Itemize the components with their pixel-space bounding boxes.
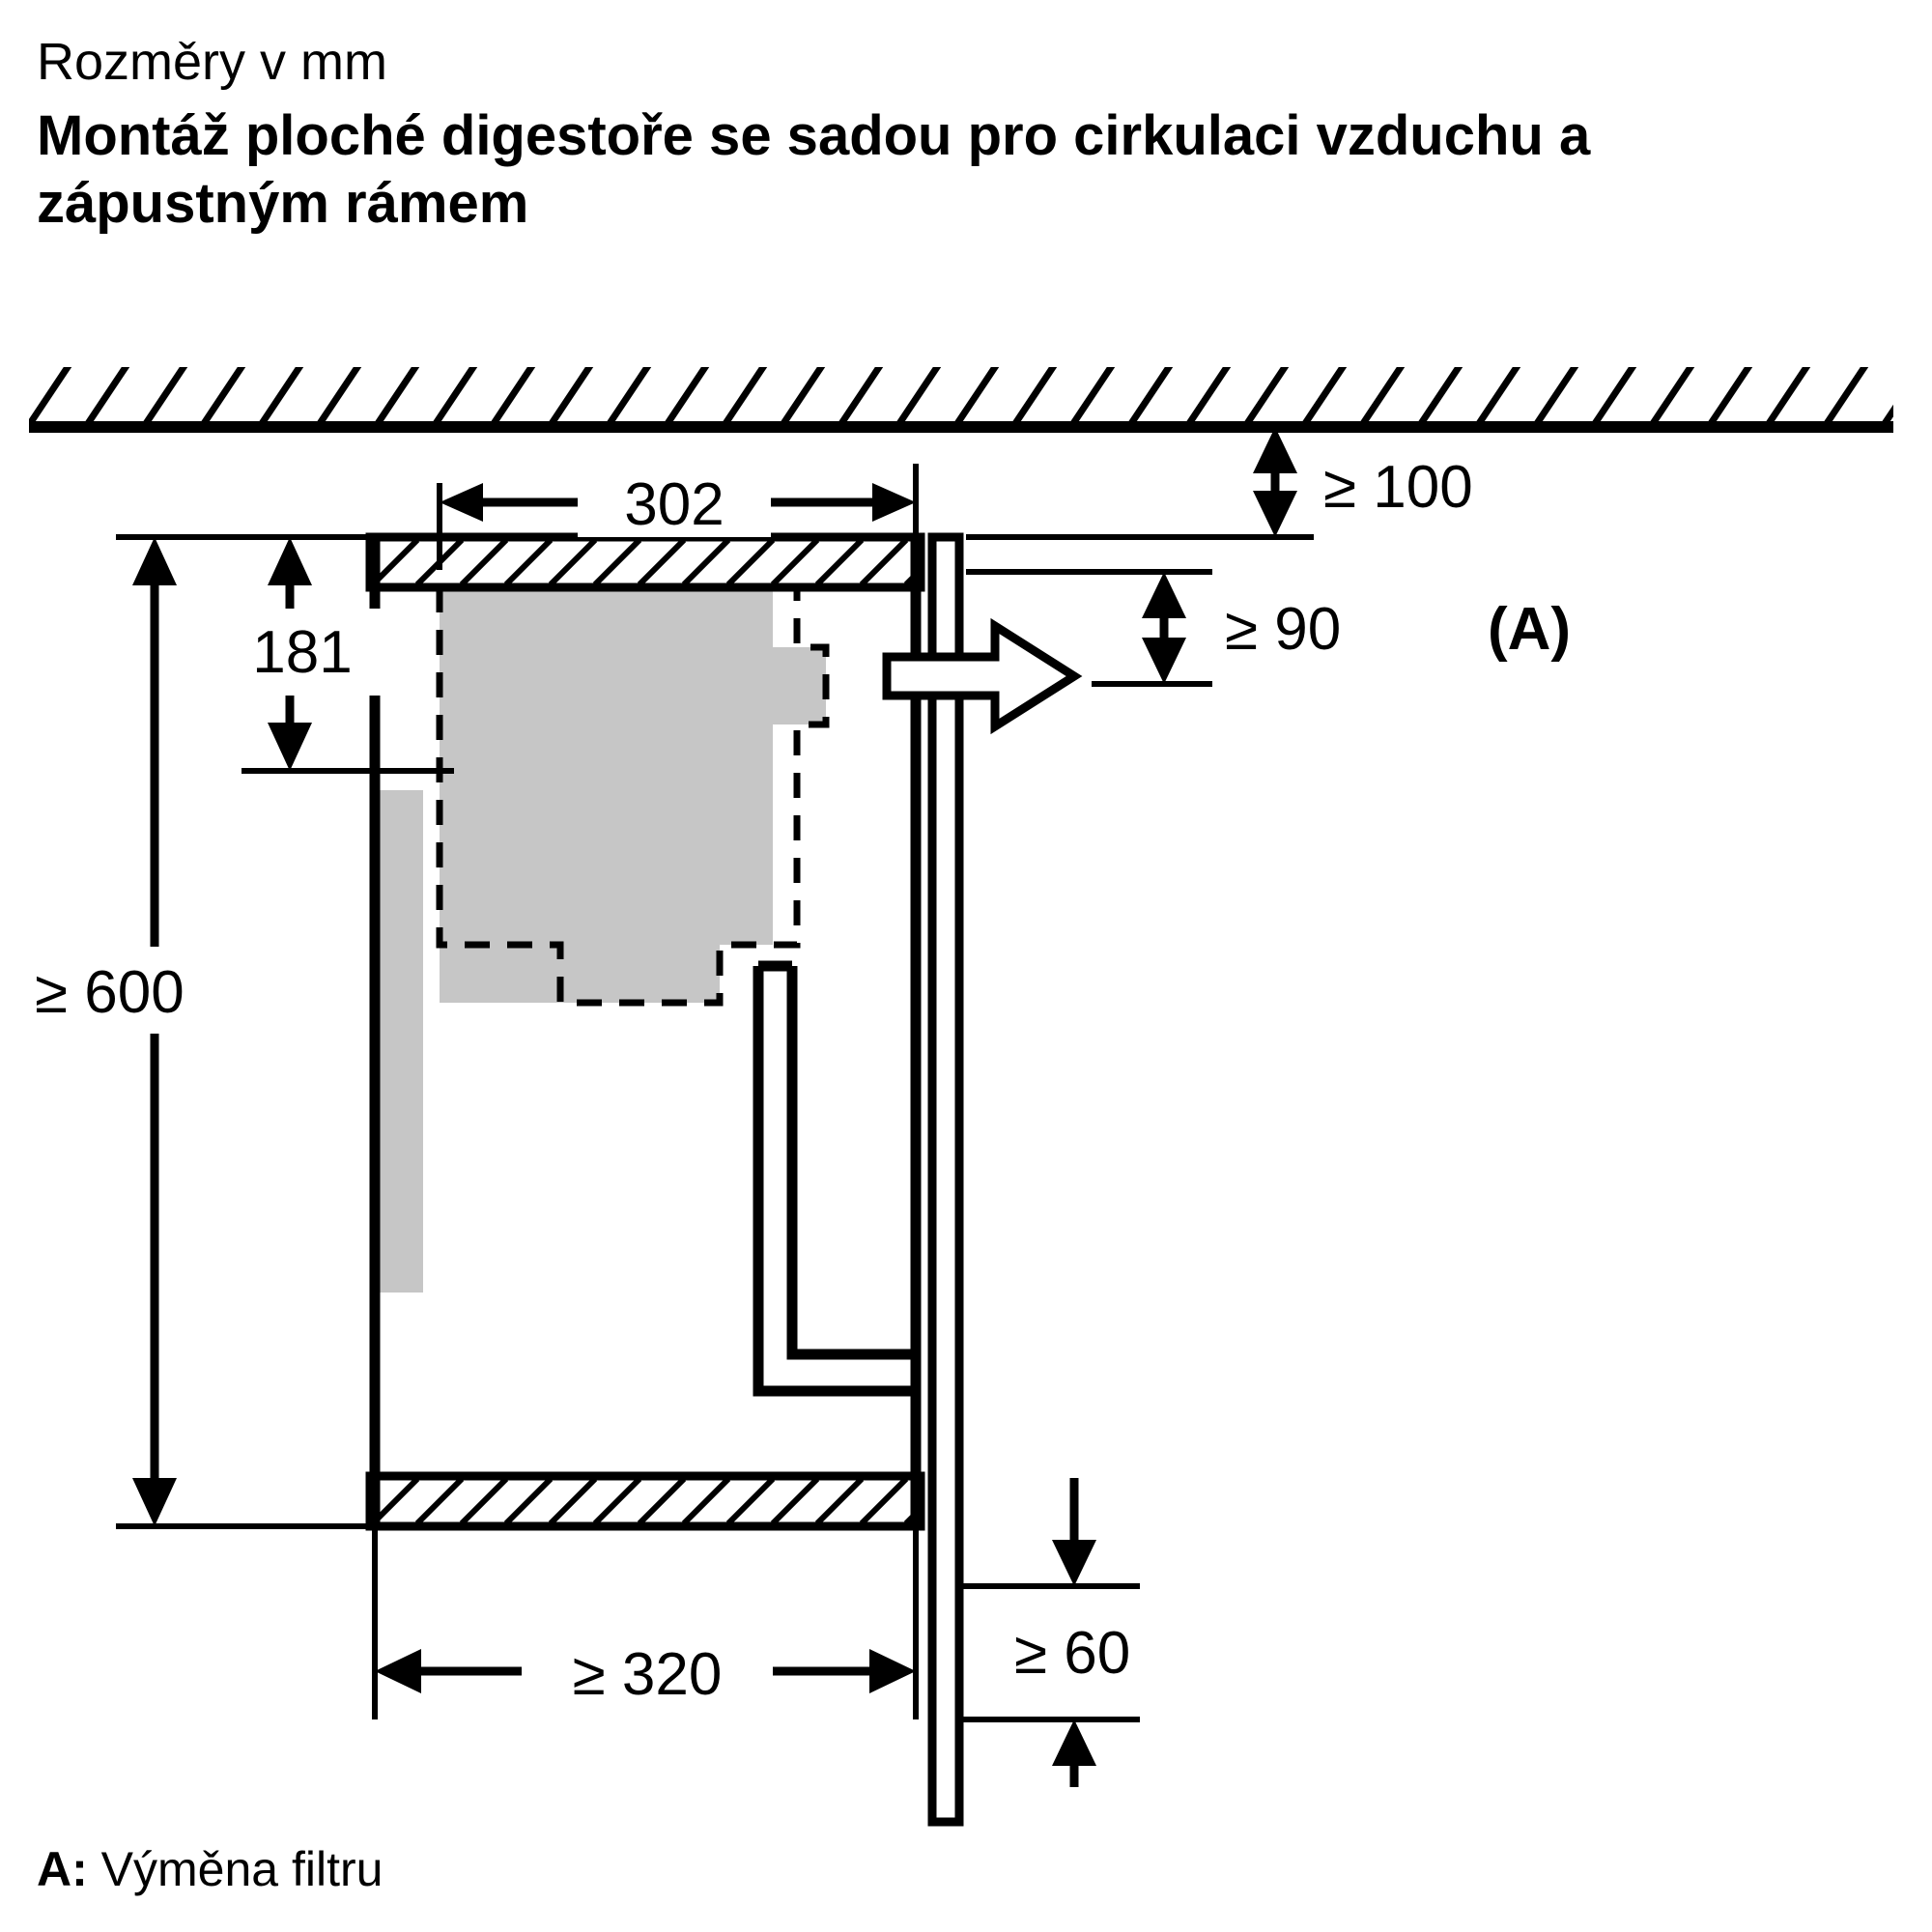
footnote-marker: A: (37, 1842, 88, 1896)
dimension-min-60 (959, 1478, 1140, 1787)
dimension-min-60-label: ≥ 60 (1014, 1620, 1131, 1687)
dimension-min-100-label: ≥ 100 (1323, 454, 1473, 521)
ceiling-hatch (29, 367, 1932, 427)
dimension-181-label: 181 (252, 619, 353, 686)
dimension-min-600-label: ≥ 600 (35, 959, 185, 1026)
dimension-min-100 (966, 427, 1473, 537)
units-note: Rozměry v mm (37, 33, 387, 91)
page-header (37, 29, 1824, 238)
footnote (37, 1841, 383, 1897)
dimension-302-label: 302 (624, 471, 724, 538)
duct-frame (758, 966, 916, 1391)
dimension-min-320 (375, 1526, 916, 1719)
filter-access-marker: (A) (1488, 596, 1572, 663)
dimension-min-90-label: ≥ 90 (1225, 596, 1342, 663)
page-title: Montáž ploché digestoře se sadou pro cirkulaci vzduchu a zápustným rámem (37, 104, 1591, 235)
rear-wall (932, 537, 959, 1822)
dimension-min-320-label: ≥ 320 (572, 1641, 723, 1708)
footnote-text: Výměna filtru (87, 1842, 384, 1896)
installation-drawing (0, 367, 1932, 1835)
